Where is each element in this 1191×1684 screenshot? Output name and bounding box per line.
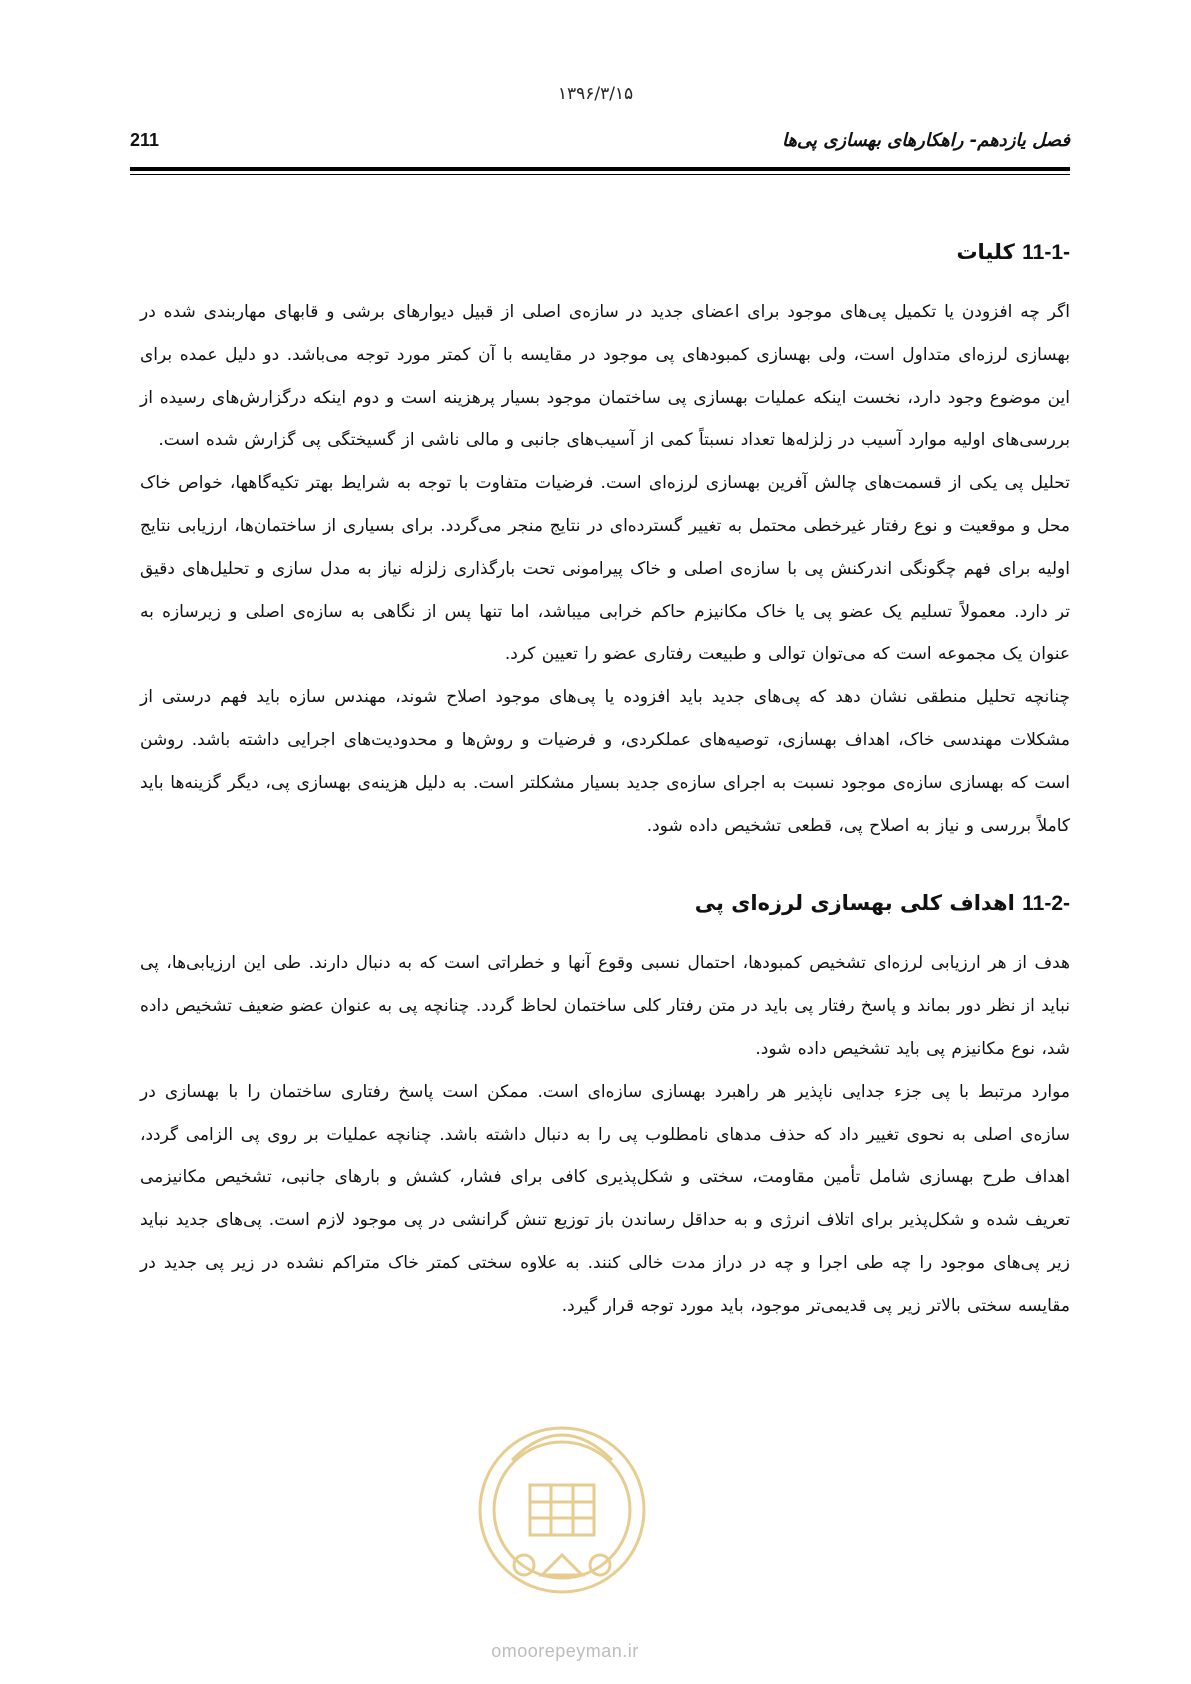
section-heading [140,887,1070,920]
section-goals [140,887,1070,1327]
section-number: 11-2- [1022,892,1070,916]
header-rule-thin [130,174,1070,175]
watermark-url: omoorepeyman.ir [491,1641,639,1661]
paragraph: اگر چه افزودن یا تکمیل پی‌های موجود برای اعضای جدید در سازه‌ی اصلی از قبیل دیوارهای برشی و قابهای مهاربندی شده در بهسازی لرزه‌ای متداول است، ولی بهسازی کمبودهای پی موجود در مقایسه با آن کمتر مورد توجه می‌باشد. دو دلیل عمده برای این موضوع وجود دارد، نخست اینکه عملیات بهسازی پی ساختمان موجود بسیار پرهزینه است و دوم اینکه درگزارش‌های رسیده از بررسی‌های اولیه موارد آسیب در زلزله‌ها تعداد نسبتاً کمی از آسیب‌های جانبی و مالی ناشی از گسیختگی پی گزارش شده است. [140,302,1070,451]
page-number: 211 [130,130,160,150]
watermark-seal-icon [472,1390,652,1630]
paragraph: موارد مرتبط با پی جزء جدایی ناپذیر هر راهبرد بهسازی سازه‌ای است. ممکن است پاسخ رفتاری ساختمان را با بهسازی در سازه‌ی اصلی به نحوی تغییر داد که حذف مدهای نامطلوب پی را به دنبال داشته باشد. چنانچه عملیات بر روی پی الزامی گردد، اهداف طرح بهسازی شامل تأمین مقاومت، سختی و شکل‌پذیری کافی برای فشار، کشش و بارهای جانبی، تشخیص مکانیزمی تعریف شده و شکل‌پذیر برای اتلاف انرژی و به حداقل رساندن باز توزیع تنش گرانشی در پی موجود لازم است. پی‌های جدید نباید زیر پی‌های موجود را چه طی اجرا و چه در دراز مدت خالی کنند. به علاوه سختی کمتر خاک متراکم نشده در زیر پی جدید در مقایسه سختی بالاتر زیر پی قدیمی‌تر موجود، باید مورد توجه قرار گیرد. [140,1081,1070,1316]
section-general [140,236,1070,847]
section-title: اهداف کلی بهسازی لرزه‌ای پی [694,891,1015,916]
section-title: کلیات [956,240,1015,264]
header-rule [130,167,1070,171]
running-header [130,130,1070,160]
paragraph: تحلیل پی یکی از قسمت‌های چالش آفرین بهسازی لرزه‌ای است. فرضیات متفاوت با توجه به شرایط بهتر تکیه‌گاهها، خواص خاک محل و موقعیت و نوع رفتار غیرخطی محتمل به تغییر گسترده‌ای در نتایج منجر می‌گردد. برای بسیاری از ساختمان‌ها، ارزیابی نتایج اولیه برای فهم چگونگی اندرکنش پی با سازه‌ی اصلی و خاک پیرامونی تحت بارگذاری زلزله نیاز به مدل سازی و تحلیل‌های دقیق تر دارد. معمولاً تسلیم یک عضو پی یا خاک مکانیزم حاکم خرابی میباشد، اما تنها پس از نگاهی به سازه‌ی اصلی و زیرسازه به عنوان یک مجموعه است که می‌توان توالی و طبیعت رفتاری عضو را تعیین کرد. [140,473,1070,665]
document-body [140,236,1070,1328]
paragraph: چنانچه تحلیل منطقی نشان دهد که پی‌های جدید باید افزوده یا پی‌های موجود اصلاح شوند، مهندس سازه باید فهم درستی از مشکلات مهندسی خاک، اهداف بهسازی، توصیه‌های عملکردی، و فرضیات و روش‌ها و محدودیت‌های اجرایی داشته باشد. روشن است که بهسازی سازه‌ی موجود نسبت به اجرای سازه‌ی جدید بسیار مشکلتر است. به دلیل هزینه‌ی بهسازی پی، دیگر گزینه‌ها باید کاملاً بررسی و نیاز به اصلاح پی، قطعی تشخیص داده شود. [140,687,1070,836]
section-heading [140,236,1070,269]
date-stamp: ۱۳۹۶/۳/۱۵ [557,84,634,104]
chapter-title: فصل یازدهم- راهکارهای بهسازی پی‌ها [781,130,1070,151]
paragraph: هدف از هر ارزیابی لرزه‌ای تشخیص کمبودها، احتمال نسبی وقوع آنها و خطراتی است که به دنبال دارند. طی این ارزیابی‌ها، پی نباید از نظر دور بماند و پاسخ رفتار پی باید در متن رفتار کلی ساختمان لحاظ گردد. چنانچه پی به عنوان عضو ضعیف تشخیص داده شد، نوع مکانیزم پی باید تشخیص داده شود. [140,953,1070,1059]
section-number: 11-1- [1022,241,1070,264]
